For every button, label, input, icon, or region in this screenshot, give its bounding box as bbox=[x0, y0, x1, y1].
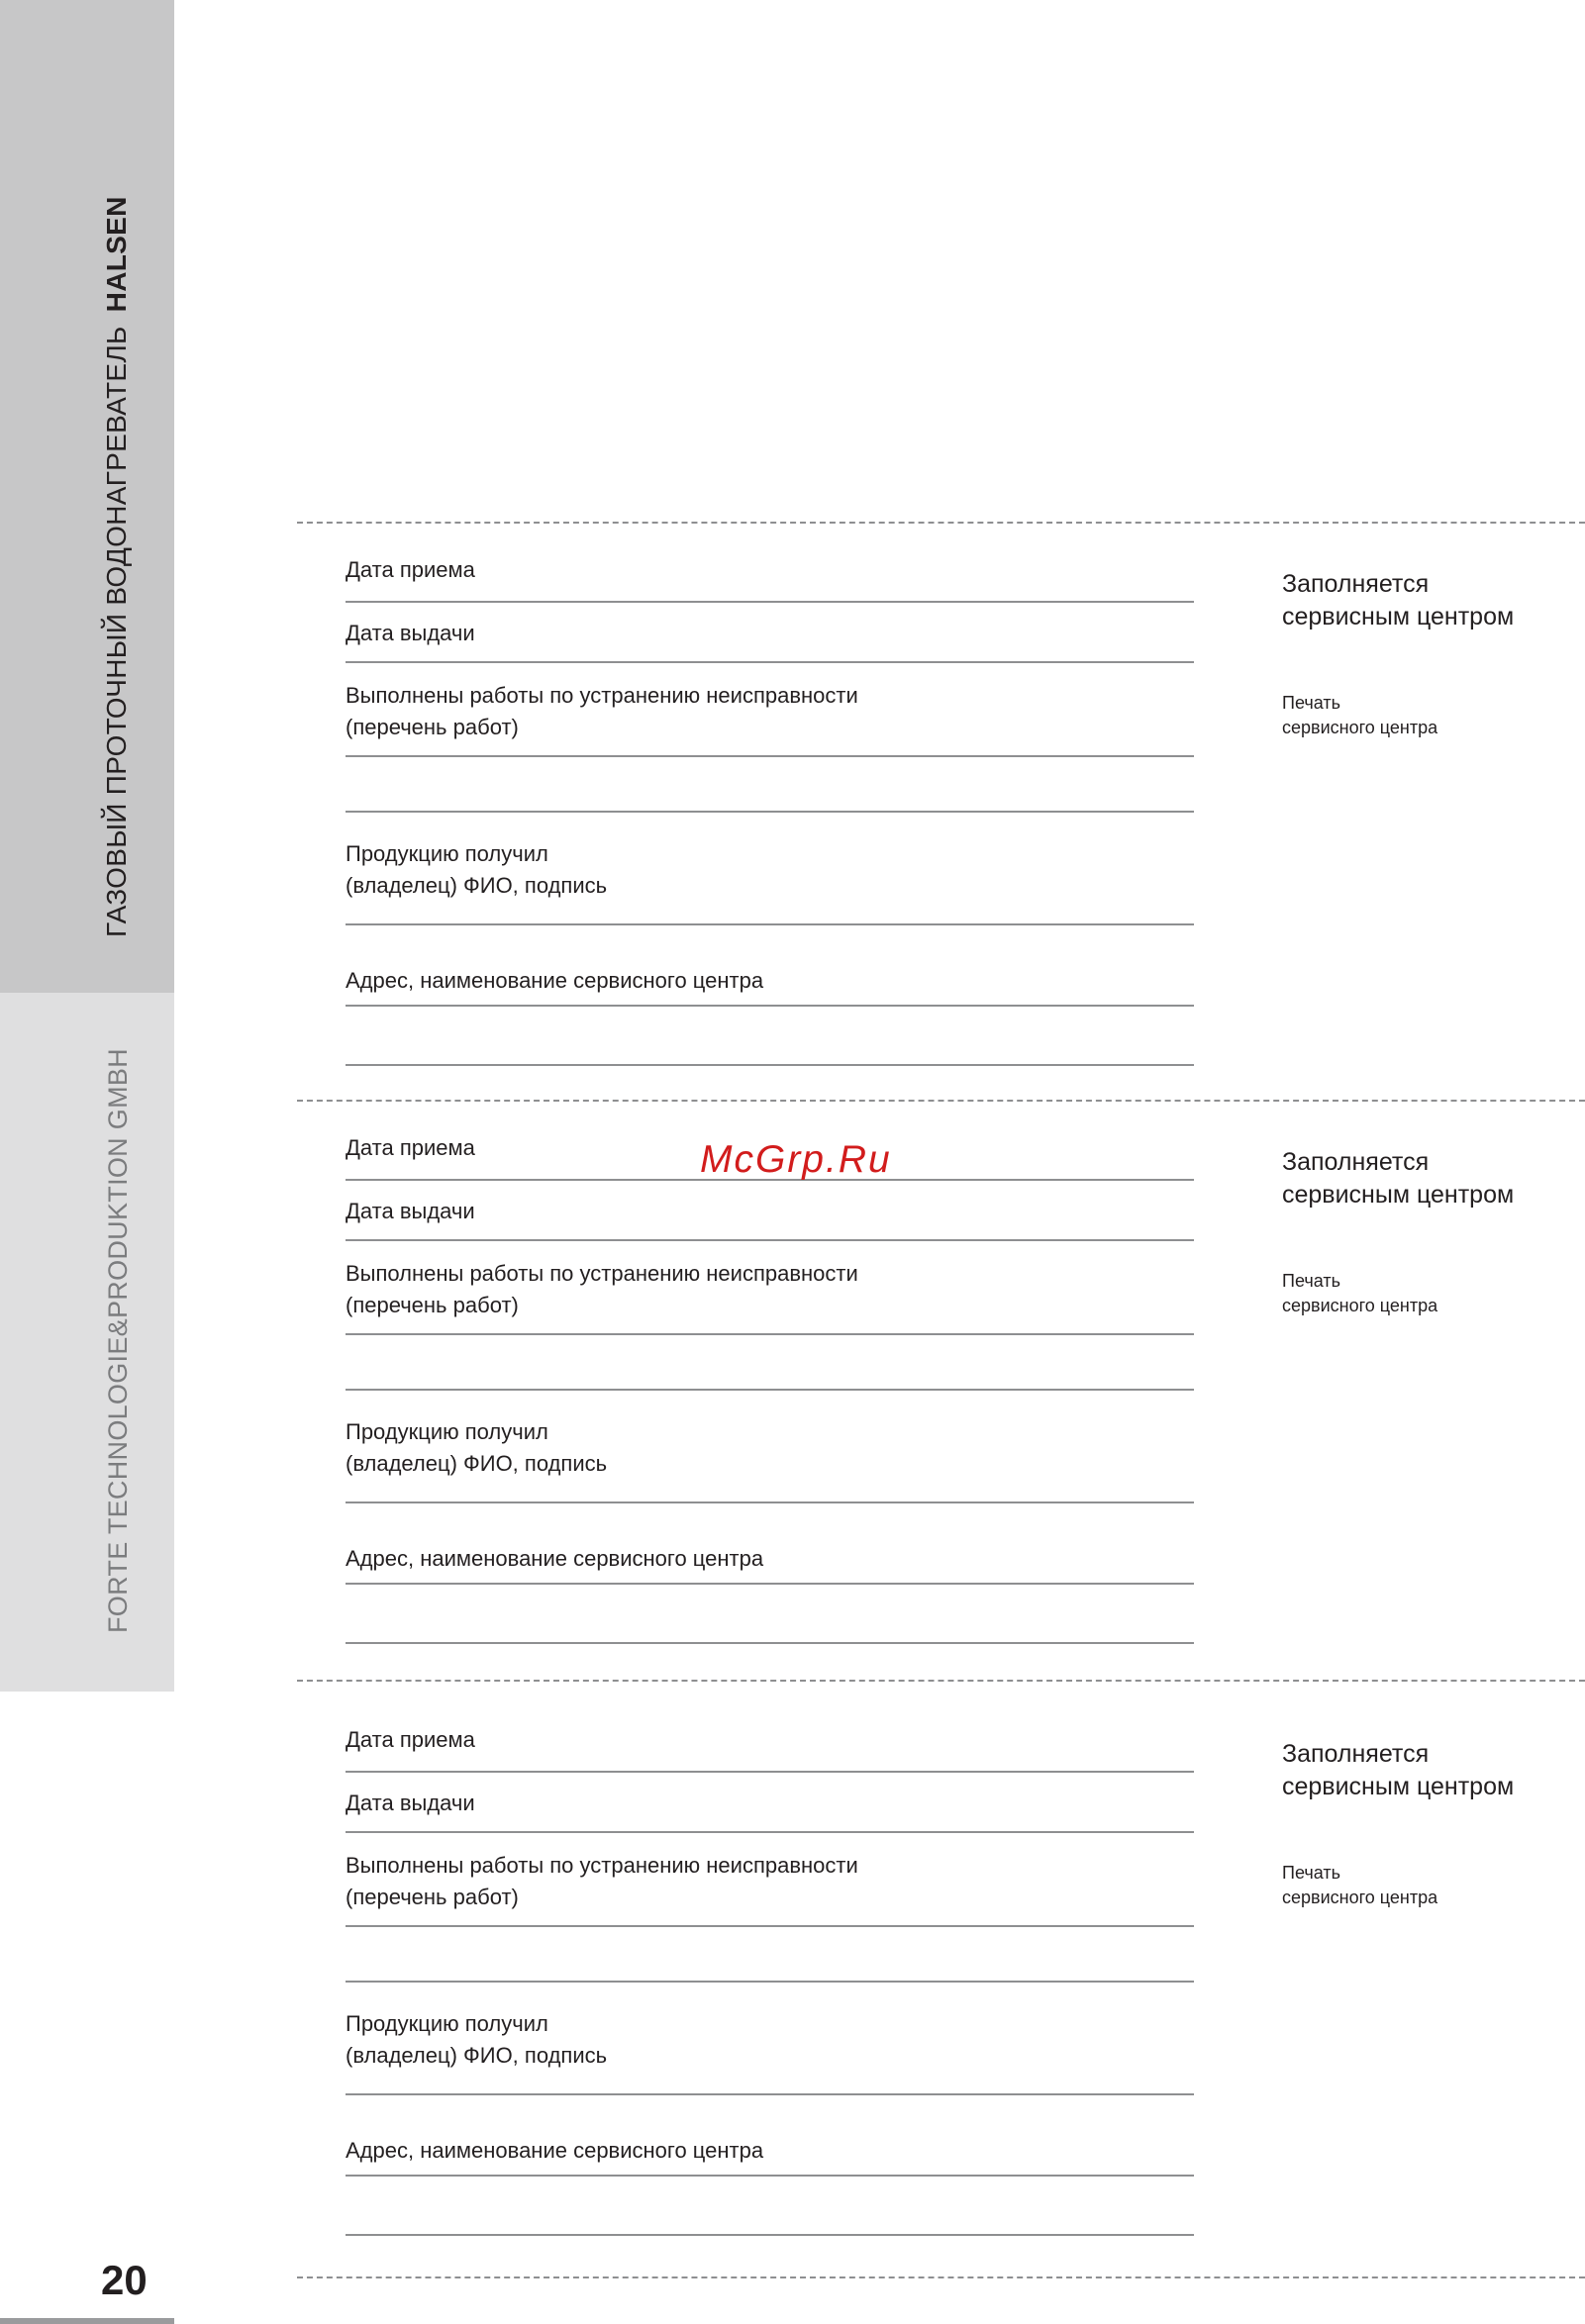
service-address-label: Адрес, наименование сервисного центра bbox=[346, 968, 764, 993]
date-received-label: Дата приема bbox=[346, 1135, 475, 1160]
cut-line bbox=[297, 522, 1585, 524]
work-done-line[interactable] bbox=[346, 755, 1194, 757]
received-by-label-line1: Продукцию получил bbox=[346, 841, 548, 866]
watermark: McGrp.Ru bbox=[700, 1138, 892, 1181]
stamp-note bbox=[1282, 1861, 1437, 1910]
service-address-line[interactable] bbox=[346, 1005, 1194, 1007]
service-record-form bbox=[0, 554, 1585, 1109]
page-number: 20 bbox=[101, 2257, 148, 2303]
stamp-note bbox=[1282, 691, 1437, 740]
work-done-label-line2: (перечень работ) bbox=[346, 1885, 519, 1909]
work-done-label bbox=[346, 680, 858, 743]
filled-by-note bbox=[1282, 1146, 1514, 1211]
company-name: FORTE TECHNOLOGIE&PRODUKTION GMBH bbox=[103, 1048, 133, 1633]
date-received-label: Дата приема bbox=[346, 557, 475, 582]
stamp-line2: сервисного центра bbox=[1282, 1296, 1438, 1315]
service-address-line-2[interactable] bbox=[346, 1064, 1194, 1066]
received-by-line[interactable] bbox=[346, 2093, 1194, 2095]
work-done-label-line2: (перечень работ) bbox=[346, 715, 519, 739]
work-done-line-2[interactable] bbox=[346, 1981, 1194, 1983]
filled-by-note bbox=[1282, 568, 1514, 633]
stamp-line2: сервисного центра bbox=[1282, 718, 1438, 737]
stamp-line1: Печать bbox=[1282, 1271, 1340, 1291]
date-issued-line[interactable] bbox=[346, 1239, 1194, 1241]
filled-by-note bbox=[1282, 1738, 1514, 1803]
service-address-line[interactable] bbox=[346, 2175, 1194, 2177]
received-by-line[interactable] bbox=[346, 923, 1194, 925]
work-done-label-line1: Выполнены работы по устранению неисправности bbox=[346, 683, 858, 708]
work-done-line-2[interactable] bbox=[346, 1389, 1194, 1391]
received-by-label bbox=[346, 838, 607, 902]
stamp-note bbox=[1282, 1269, 1437, 1318]
filled-by-line1: Заполняется bbox=[1282, 1740, 1430, 1768]
stamp-line1: Печать bbox=[1282, 1863, 1340, 1883]
service-record-form bbox=[0, 1724, 1585, 2278]
filled-by-line2: сервисным центром bbox=[1282, 1181, 1515, 1209]
filled-by-line2: сервисным центром bbox=[1282, 603, 1515, 630]
date-issued-label: Дата выдачи bbox=[346, 1791, 475, 1815]
service-address-line-2[interactable] bbox=[346, 2234, 1194, 2236]
received-by-label-line2: (владелец) ФИО, подпись bbox=[346, 1451, 608, 1476]
service-address-line[interactable] bbox=[346, 1583, 1194, 1585]
work-done-label bbox=[346, 1850, 858, 1913]
date-issued-label: Дата выдачи bbox=[346, 1199, 475, 1223]
received-by-label-line2: (владелец) ФИО, подпись bbox=[346, 2043, 608, 2068]
date-received-line[interactable] bbox=[346, 601, 1194, 603]
work-done-label-line2: (перечень работ) bbox=[346, 1293, 519, 1317]
stamp-line2: сервисного центра bbox=[1282, 1888, 1438, 1907]
service-address-label: Адрес, наименование сервисного центра bbox=[346, 1546, 764, 1571]
brand-name: HALSEN bbox=[101, 196, 132, 313]
service-address-line-2[interactable] bbox=[346, 1642, 1194, 1644]
work-done-line-2[interactable] bbox=[346, 811, 1194, 813]
filled-by-line1: Заполняется bbox=[1282, 570, 1430, 598]
date-issued-line[interactable] bbox=[346, 1831, 1194, 1833]
received-by-label-line1: Продукцию получил bbox=[346, 1419, 548, 1444]
received-by-label bbox=[346, 1416, 607, 1480]
work-done-line[interactable] bbox=[346, 1333, 1194, 1335]
received-by-label bbox=[346, 2008, 607, 2072]
filled-by-line1: Заполняется bbox=[1282, 1148, 1430, 1176]
work-done-label-line1: Выполнены работы по устранению неисправности bbox=[346, 1853, 858, 1878]
work-done-line[interactable] bbox=[346, 1925, 1194, 1927]
date-received-label: Дата приема bbox=[346, 1727, 475, 1752]
received-by-label-line2: (владелец) ФИО, подпись bbox=[346, 873, 608, 898]
date-issued-label: Дата выдачи bbox=[346, 621, 475, 645]
date-issued-line[interactable] bbox=[346, 661, 1194, 663]
service-record-form bbox=[0, 1132, 1585, 1687]
page-number-rule bbox=[0, 2318, 174, 2324]
filled-by-line2: сервисным центром bbox=[1282, 1773, 1515, 1800]
received-by-label-line1: Продукцию получил bbox=[346, 2011, 548, 2036]
date-received-line[interactable] bbox=[346, 1771, 1194, 1773]
service-address-label: Адрес, наименование сервисного центра bbox=[346, 2138, 764, 2163]
stamp-line1: Печать bbox=[1282, 693, 1340, 713]
received-by-line[interactable] bbox=[346, 1501, 1194, 1503]
work-done-label bbox=[346, 1258, 858, 1321]
product-title-text: ГАЗОВЫЙ ПРОТОЧНЫЙ ВОДОНАГРЕВАТЕЛЬ bbox=[101, 326, 132, 937]
work-done-label-line1: Выполнены работы по устранению неисправности bbox=[346, 1261, 858, 1286]
